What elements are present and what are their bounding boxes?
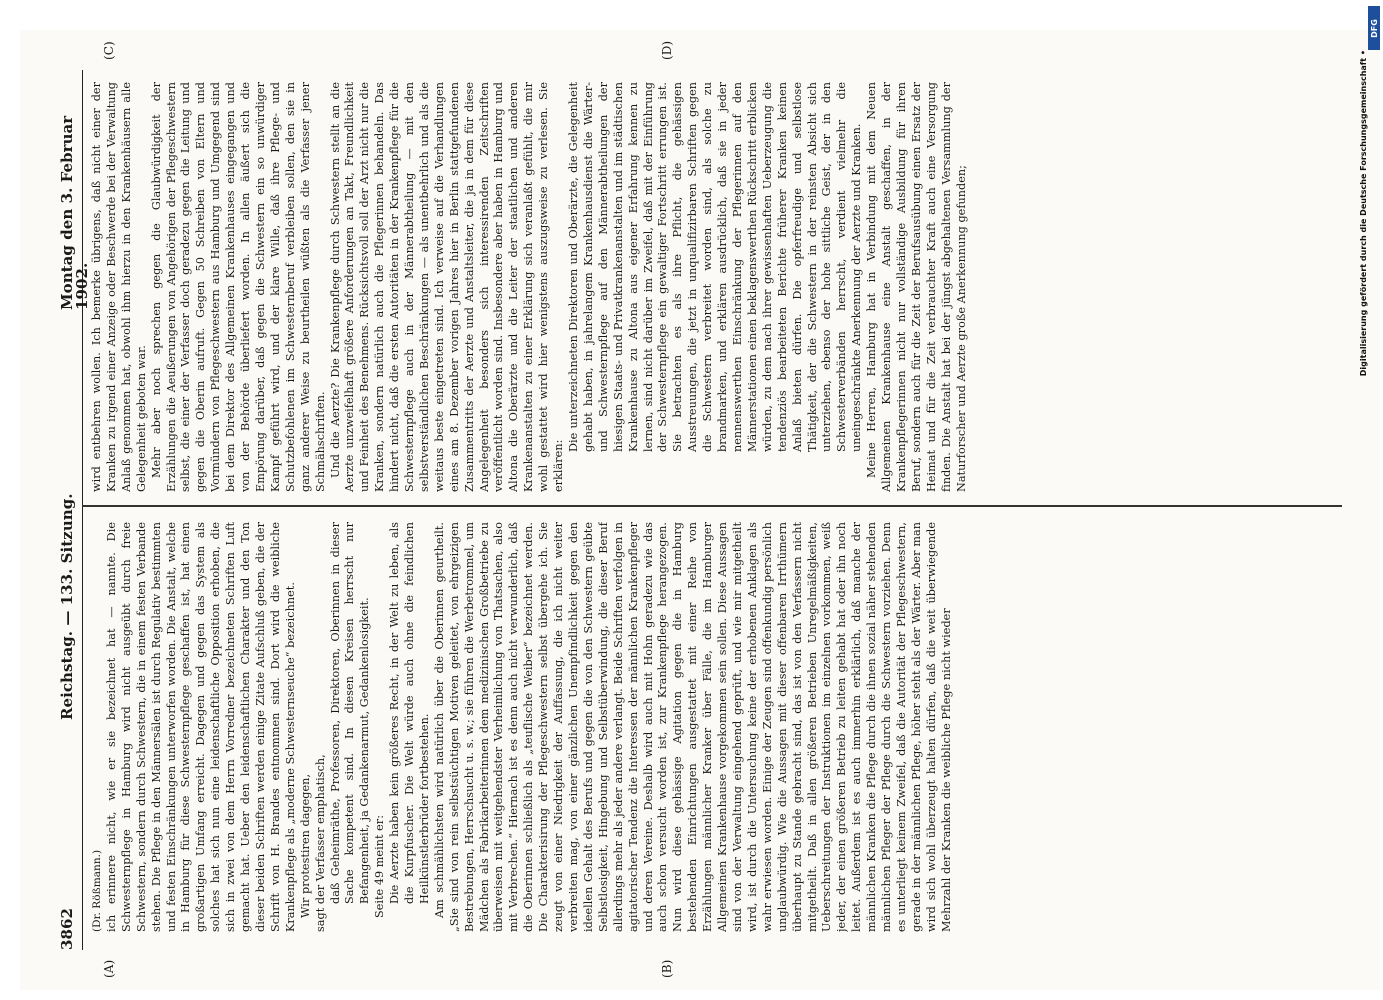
speaker-label: (Dr. Rößmann.)	[91, 849, 103, 932]
scanned-page	[20, 30, 1380, 990]
quoted-paragraph: daß Geheimräthe, Professoren, Direktoren, Oberinnen in dieser Sache kompetent sind. In diesen Kreisen herrscht nur Befangenheit, ja Gedankenarmut, Gedankenlosigkeit.	[328, 522, 372, 904]
paragraph: wird entbehren wollen. Ich bemerke übrigens, daß nicht einer der Kranken zu irgend einer Anzeige oder Beschwerde bei der Verwaltung Anlaß genommen hat, obwohl ihm hierzu in den Krankenhäusern alle Gelegenheit geboten war.	[90, 82, 148, 492]
paragraph: Wir protestiren dagegen,	[298, 773, 312, 918]
paragraph: Und die Aerzte? Die Krankenpflege durch Schwestern stellt an die Aerzte unzweifelhaft größere Anforderungen an Takt, Freundlichkeit und Feinheit des Benehmens. Rücksichtsvoll soll der Arzt nicht nur die Kranken, sondern natürlich auch die Pflegerinnen behandeln. Das hindert nicht, daß die ersten Autoritäten in der Krankenpflege für die Schwesternpflege auch in der Männerabtheilung — mit den selbstverständlichen Beschränkungen — als unentbehrlich und als die weitaus beste eingetreten sind. Ich verweise auf die Verhandlungen eines am 8. Dezember vorigen Jahres hier in Berlin stattgefundenen Zusammentritts der Aerzte und Anstaltsleiter, die ja in dem für diese Angelegenheit besonders sich interessirenden Zeitschriften veröffentlicht worden sind. Insbesondere aber haben in Hamburg und Altona die Oberärzte und die Leiter der staatlichen und anderen Krankenanstalten zu einer Erklärung sich veranlaßt gefühlt, die mir wohl gestattet wird hier wenigstens auszugsweise zu verlesen. Sie erklären:	[328, 82, 566, 492]
right-column	[90, 82, 1330, 492]
digitization-note	[1359, 50, 1371, 690]
paragraph: Am schmählichsten wird natürlich über die Oberinnen geurtheilt. „Sie sind von rein selbstsüchtigen Motiven geleitet, von ehrgeizigen Bestrebungen, Herrschsucht u. s. w.; sie führen die Werbetrommel, um Mädchen als Fabrikarbeiterinnen dem medizinischen Großbetriebe zu überweisen mit weitgehendster Verheimlichung von Thatsachen, also mit Verbrechen.“ Hiernach ist es denn auch nicht verwunderlich, daß die Oberinnen schließlich als „teuflische Weiber“ bezeichnet werden. Die Charakterisirung der Pflegeschwestern selbst übergehe ich. Sie zeugt von einer Niedrigkeit der Auffassung, die ich nicht weiter verbreiten mag, von einer gänzlichen Unempfindlichkeit gegen den ideellen Gehalt des Berufs und gegen die von den Schwestern geübte Selbstlosigkeit, Hingebung und Selbstüberwindung, die dieser Beruf allerdings mehr als jeder andere verlangt. Beide Schriften verfolgen in agitatorischer Tendenz die Interessen der männlichen Krankenpfleger und deren Vereine. Deshalb wird auch mit Hohn geradezu wie das auch schon versucht worden ist, zur Krankenpflege herangezogen. Nun wird diese gehässige Agitation gegen die in Hamburg bestehenden Einrichtungen ausgestattet mit einer Reihe von Erzählungen männlicher Kranker über Fälle, die im Hamburger Allgemeinen Krankenhause vorgekommen sein sollen. Diese Aussagen sind von der Verwaltung eingehend geprüft, und wie mir mitgetheilt wird, ist durch die Untersuchung keine der erhobenen Anklagen als wahr erwiesen worden. Einige der Zeugen sind offenkundig persönlich unglaubwürdig. Wie die Aussagen mit dieser offenbaren Irrthümern überhaupt zu Stande gebracht sind, das ist von den Verfassern nicht mitgetheilt. Daß in allen größeren Betrieben Unregelmäßigkeiten, Ueberschreitungen der Instruktionen im einzelnen vorkommen, weiß jeder, der einen größeren Betrieb zu leiten gehabt hat oder ihn noch leitet. Außerdem ist es auch immerhin erklärlich, daß manche der männlichen Kranken die Pflege durch die ihnen sozial näher stehenden männlichen Pfleger der Pflege durch die Schwestern vorziehen. Denn es unterliegt keinem Zweifel, daß die Autorität der Pflegeschwestern, gerade in der männlichen Pflege, höher steht als der Wärter. Aber man wird sich wohl überzeugt halten dürfen, daß die weit überwiegende Mehrzahl der Kranken die weibliche Pflege nicht wieder	[432, 522, 953, 932]
dfg-logo-text: DFG	[1369, 18, 1379, 38]
page-header	[56, 70, 91, 950]
paragraph: ich erinnere nicht, wie er sie bezeichnet hat — nannte. Die Schwesternpflege in Hamburg wird nicht ausgeübt durch freie Schwestern, sondern durch Schwestern, die in einem festen Verbande stehen. Die Pflege in den Männersälen ist durch Regulativ bestimmten und festen Einschränkungen unterworfen worden. Die Anstalt, welche in Hamburg für diese Schwesternpflege geschaffen ist, hat einen großartigen Umfang erreicht. Dagegen und gegen das System als solches hat sich nun eine leidenschaftliche Opposition erhoben, die sich in zwei von dem Herrn Vorredner bezeichneten Schriften Luft gemacht hat. Ueber den leidenschaftlichen Charakter und den Ton dieser beiden Schriften werden einige Zitate Aufschluß geben, die der Schrift von H. Brandes entnommen sind. Dort wird die weibliche Krankenpflege als „moderne Schwesternseuche“ bezeichnet.	[104, 522, 297, 932]
paragraph: sagt der Verfasser emphatisch,	[313, 754, 327, 932]
header-right-title: Montag den 3. Februar 1902.	[58, 115, 91, 310]
page-number: 3862	[58, 908, 76, 950]
dfg-logo	[1368, 6, 1380, 50]
margin-marker-d: (D)	[660, 40, 674, 60]
digitization-note-text: Digitalisierung gefördert durch die Deutsche Forschungsgemeinschaft •	[1359, 50, 1368, 377]
paragraph: Meine Herren, Hamburg hat in Verbindung mit dem Neuen Allgemeinen Krankenhause eine Anstalt geschaffen, in der Krankenpflegerinnen nicht nur vollständige Ausbildung für ihren Beruf, sondern auch für die Zeit der Berufsausübung einen Ersatz der Heimat und für die Zeit verbrauchter Kraft auch eine Versorgung finden. Die Anstalt hat bei der jüngst abgehaltenen Versammlung der Naturforscher und Aerzte große Anerkennung gefunden;	[865, 82, 968, 492]
left-column	[90, 522, 1330, 932]
quoted-paragraph: Die unterzeichneten Direktoren und Oberärzte, die Gelegenheit gehabt haben, in jahrelangem Krankenhausdienst die Wärter- und Schwesternpflege auf den Männerabtheilungen der hiesigen Staats- und Privatkrankenanstalten und im städtischen Krankenhause zu Altona aus eigener Erfahrung kennen zu lernen, sind nicht darüber im Zweifel, daß mit der Einführung der Schwesternpflege ein gewaltiger Fortschritt errungen ist. Sie betrachten es als ihre Pflicht, die gehässigen Ausstreuungen, die jetzt in unqualifizirbaren Schriften gegen die Schwestern verbreitet worden sind, als solche zu brandmarken, und erklären ausdrücklich, daß sie in jeder nennenswerthen Einschränkung der Pflegerinnen auf den Männerstationen einen beklagenswerthen Rückschritt erblicken würden, zu dem nach ihrer gewissenhaften Ueberzeugung die tendenziös bearbeiteten Berichte früherer Kranken keinen Anlaß bieten dürfen. Die opferfreudige und selbstlose Thätigkeit, der die Schwestern in der reinsten Absicht sich unterziehen, ebenso der hohe sittliche Geist, der in den Schwesterverbänden herrscht, verdient vielmehr die uneingeschränkte Anerkennung der Aerzte und Kranken.	[567, 82, 864, 452]
header-left-title: Reichstag. — 133. Sitzung.	[58, 493, 76, 720]
margin-marker-c: (C)	[102, 41, 116, 60]
paragraph: Mehr aber noch sprechen gegen die Glaubwürdigkeit der Erzählungen die Aeußerungen von Angehörigen der Pflegeschwestern selbst, die einer der Verfasser doch geradezu gegen die Leitung und gegen die Oberin aufruft. Gegen 50 Schreiben von Eltern und Vormündern von Pflegeschwestern aus Hamburg und Umgegend sind bei dem Direktor des Allgemeinen Krankenhauses eingegangen und von der Behörde überliefert worden. In allen äußert sich die Empörung darüber, daß gegen die Schwestern ein so unwürdiger Kampf geführt wird, und der klare Wille, daß ihre Pflege- und Schutzbefohlenen im Schwesternberuf verbleiben sollen, den sie in ganz anderer Weise zu beurtheilen wüßten als die Verfasser jener Schmähschriften.	[149, 82, 327, 492]
quoted-paragraph: Die Aerzte haben kein größeres Recht, in der Welt zu leben, als die Kurpfuscher. Die Welt würde auch ohne die feindlichen Heilkünstlerbrüder fortbestehen.	[388, 522, 431, 904]
margin-marker-a: (A)	[102, 959, 116, 978]
column-divider	[82, 506, 1342, 508]
margin-marker-b: (B)	[660, 959, 674, 978]
paragraph: Seite 49 meint er:	[373, 814, 387, 918]
